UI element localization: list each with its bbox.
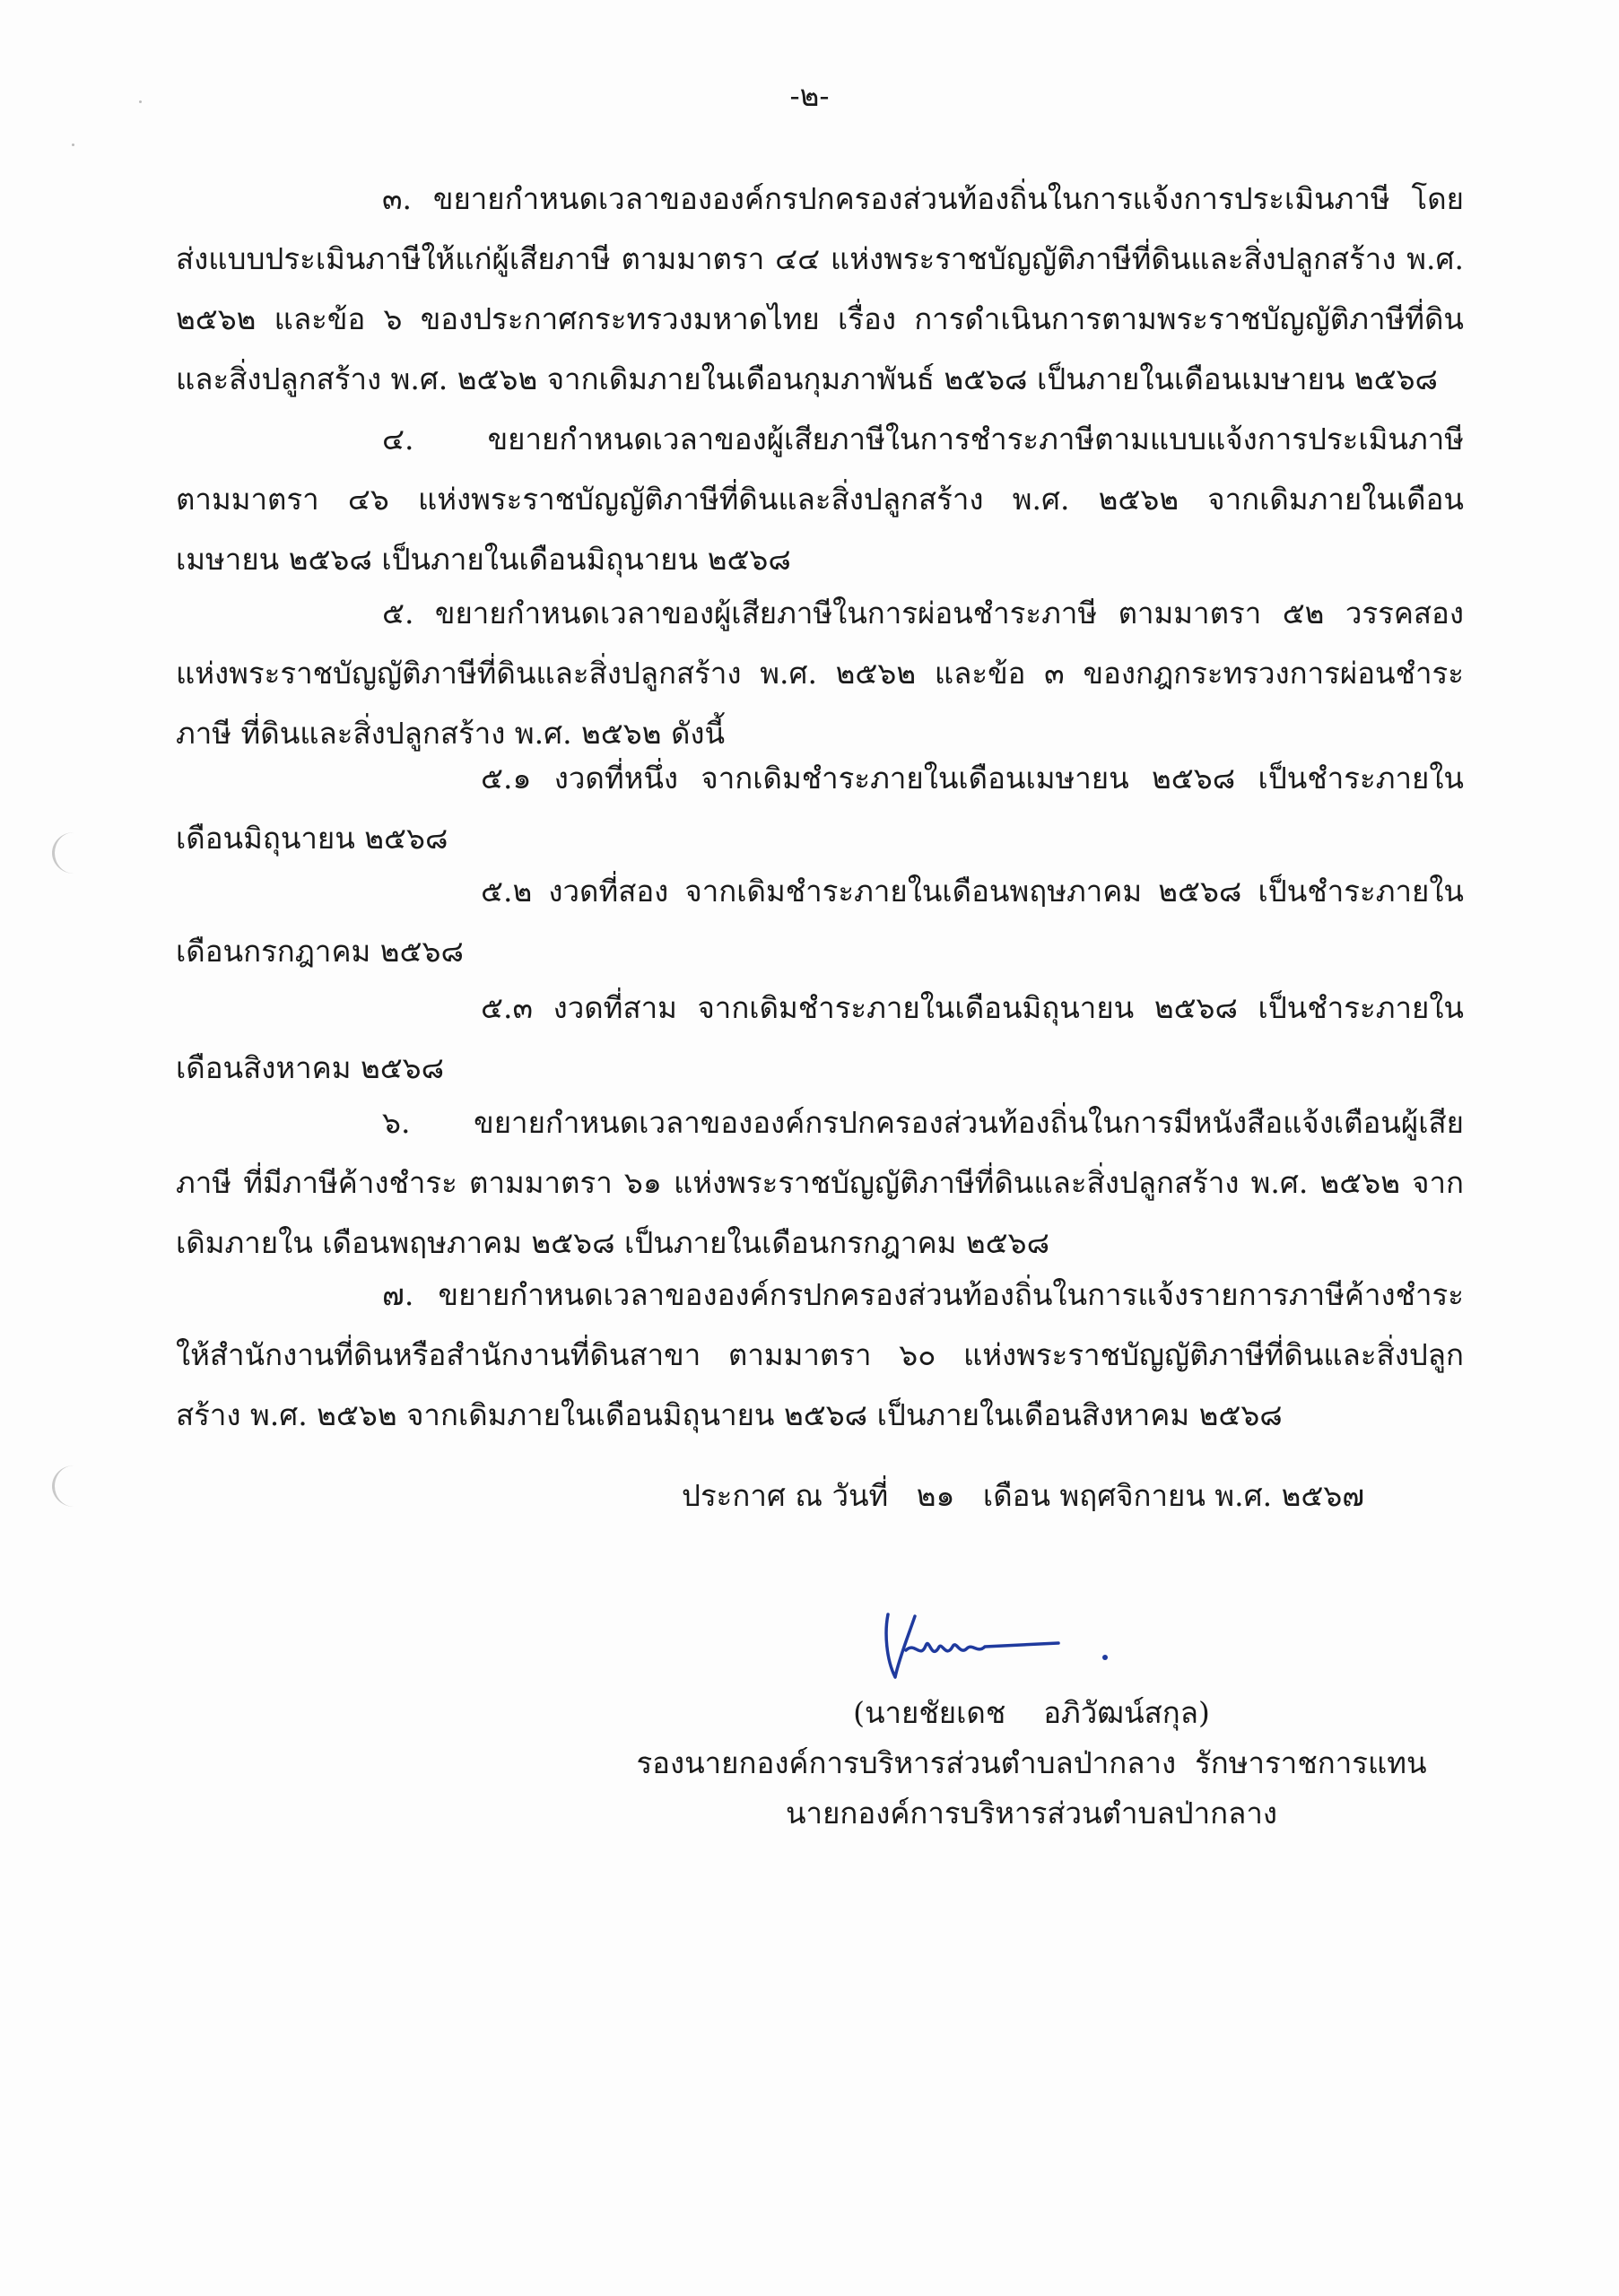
paragraph-7: ๗. ขยายกำหนดเวลาขององค์กรปกครองส่วนท้องถิ่นในการแจ้งรายการภาษีค้างชำระ ให้สำนักงานที่ดินหรือสำนักงานที่ดินสาขา ตามมาตรา ๖๐ แห่งพระราชบัญญัติภาษีที่ดินและสิ่งปลูกสร้าง พ.ศ. ๒๕๖๒ จากเดิมภายในเดือนมิถุนายน ๒๕๖๘ เป็นภายในเดือนสิงหาคม ๒๕๖๘ <box>176 1277 1464 1432</box>
signatory-position-2: นายกองค์การบริหารส่วนตำบลป่ากลาง <box>785 1796 1277 1831</box>
paragraph-5-2-text: ๕.๒ งวดที่สอง จากเดิมชำระภายในเดือนพฤษภาคม ๒๕๖๘ เป็นชำระภายใน เดือนกรกฎาคม ๒๕๖๘ <box>176 874 1464 969</box>
paragraph-5: ๕. ขยายกำหนดเวลาของผู้เสียภาษีในการผ่อนชำระภาษี ตามมาตรา ๕๒ วรรคสอง แห่งพระราชบัญญัติภาษีที่ดินและสิ่งปลูกสร้าง พ.ศ. ๒๕๖๒ และข้อ ๓ ของกฎกระทรวงการผ่อนชำระภาษี ที่ดินและสิ่งปลูกสร้าง พ.ศ. ๒๕๖๒ ดังนี้ <box>176 596 1464 751</box>
paragraph-4: ๔. ขยายกำหนดเวลาของผู้เสียภาษีในการชำระภาษีตามแบบแจ้งการประเมินภาษี ตามมาตรา ๔๖ แห่งพระราชบัญญัติภาษีที่ดินและสิ่งปลูกสร้าง พ.ศ. ๒๕๖๒ จากเดิมภายในเดือนเมษายน ๒๕๖๘ เป็นภายในเดือนมิถุนายน ๒๕๖๘ <box>176 422 1464 577</box>
announcement-date: ประกาศ ณ วันที่ ๒๑ เดือน พฤศจิกายน พ.ศ. ๒๕๖๗ <box>682 1478 1365 1513</box>
paragraph-5-3-text: ๕.๓ งวดที่สาม จากเดิมชำระภายในเดือนมิถุนายน ๒๕๖๘ เป็นชำระภายใน เดือนสิงหาคม ๒๕๖๘ <box>176 990 1464 1085</box>
paragraph-3: ๓. ขยายกำหนดเวลาขององค์กรปกครองส่วนท้องถิ่นในการแจ้งการประเมินภาษี โดยส่งแบบประเมินภาษีให้แก่ผู้เสียภาษี ตามมาตรา ๔๔ แห่งพระราชบัญญัติภาษีที่ดินและสิ่งปลูกสร้าง พ.ศ. ๒๕๖๒ และข้อ ๖ ของประกาศกระทรวงมหาดไทย เรื่อง การดำเนินการตามพระราชบัญญัติภาษีที่ดินและสิ่งปลูกสร้าง พ.ศ. ๒๕๖๒ จากเดิมภายในเดือนกุมภาพันธ์ ๒๕๖๘ เป็นภายในเดือนเมษายน ๒๕๖๘ <box>176 181 1464 396</box>
punch-hole-bottom <box>52 1465 96 1507</box>
signature-block <box>538 1688 1525 1839</box>
page-number: -๒- <box>789 78 830 113</box>
signatory-position-1: รองนายกองค์การบริหารส่วนตำบลป่ากลาง รักษาราชการแทน <box>636 1745 1427 1780</box>
paragraph-5-1-text: ๕.๑ งวดที่หนึ่ง จากเดิมชำระภายในเดือนเมษายน ๒๕๖๘ เป็นชำระภายใน เดือนมิถุนายน ๒๕๖๘ <box>176 761 1464 856</box>
punch-hole-top <box>52 832 96 874</box>
paragraph-5-3 <box>176 978 1464 1098</box>
paragraph-5-1 <box>176 748 1464 868</box>
paragraph-6: ๖. ขยายกำหนดเวลาขององค์กรปกครองส่วนท้องถิ่นในการมีหนังสือแจ้งเตือนผู้เสียภาษี ที่มีภาษีค้างชำระ ตามมาตรา ๖๑ แห่งพระราชบัญญัติภาษีที่ดินและสิ่งปลูกสร้าง พ.ศ. ๒๕๖๒ จากเดิมภายใน เดือนพฤษภาคม ๒๕๖๘ เป็นภายในเดือนกรกฎาคม ๒๕๖๘ <box>176 1105 1464 1260</box>
signature-mark <box>879 1596 1112 1695</box>
scan-speck <box>72 144 74 146</box>
signatory-name: (นายชัยเดช อภิวัฒน์สกุล) <box>853 1695 1210 1730</box>
paragraph-5-2 <box>176 861 1464 981</box>
